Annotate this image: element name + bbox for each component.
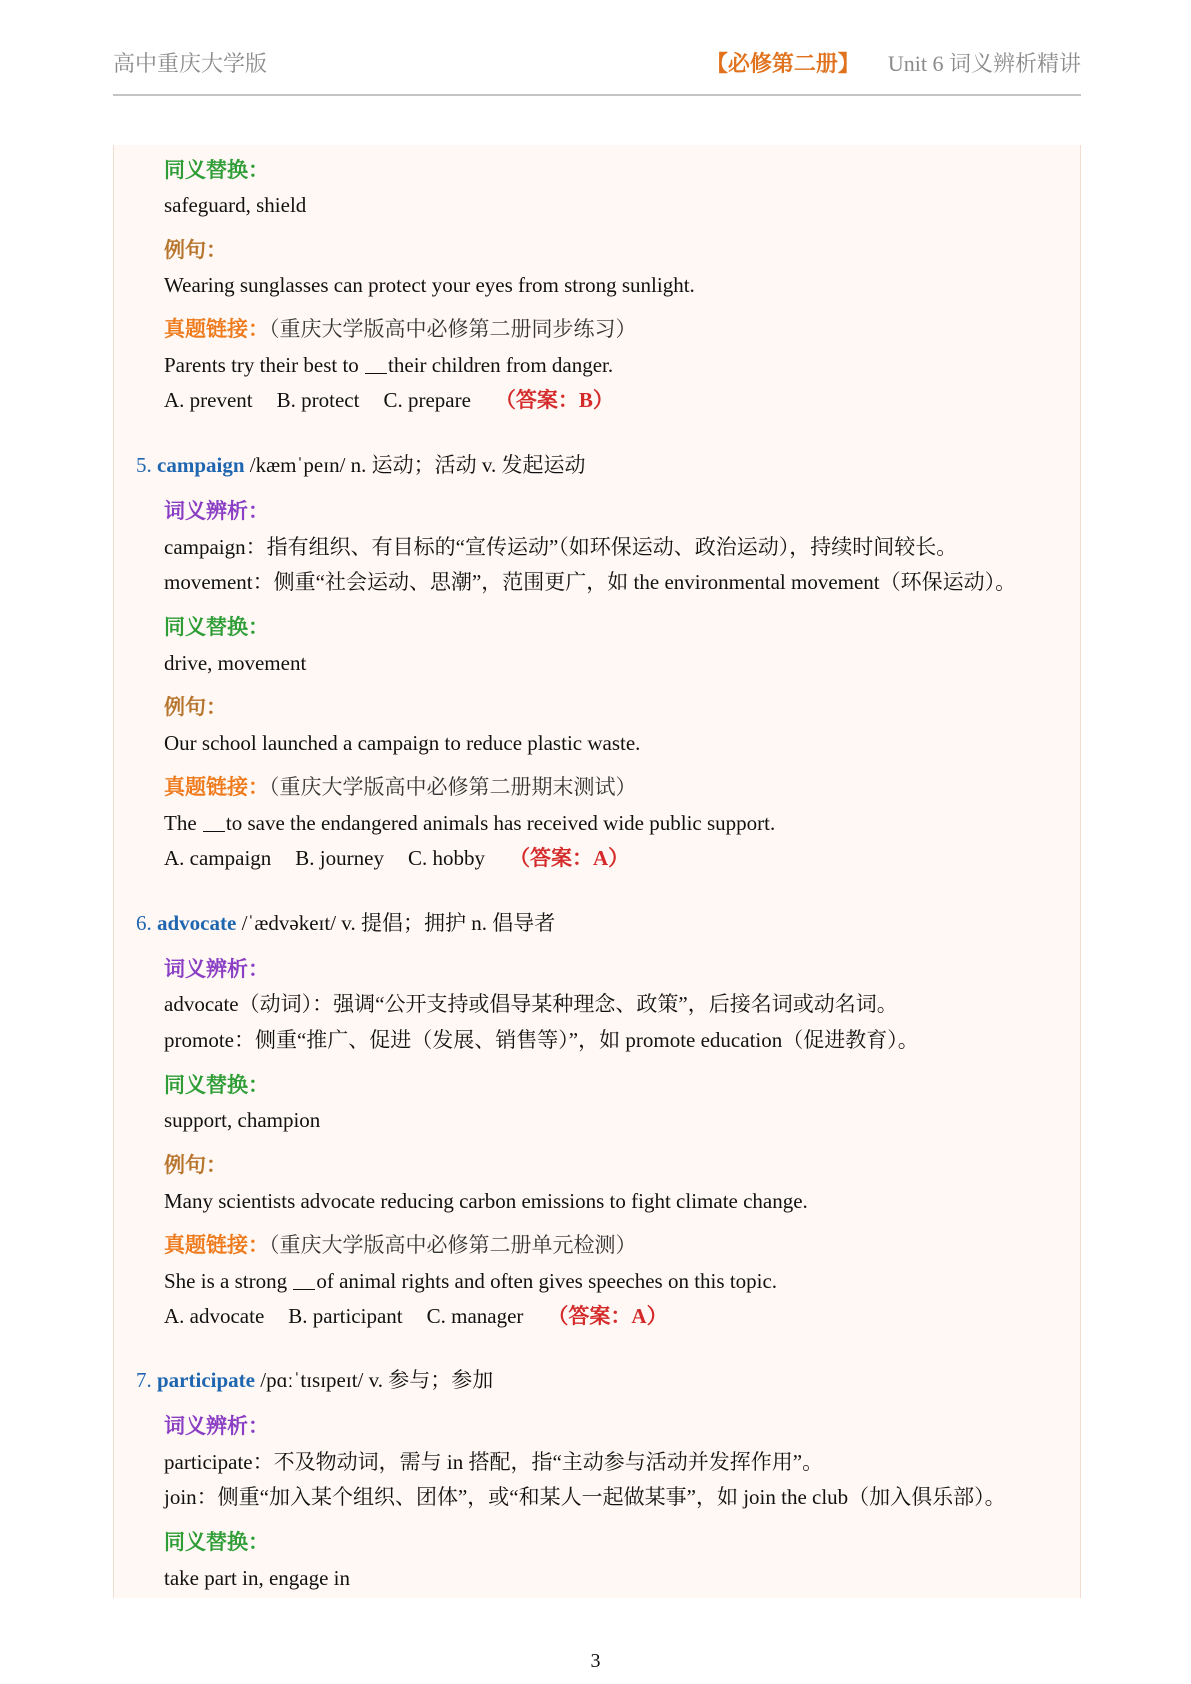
distinction-text-2: movement：侧重“社会运动、思潮”，范围更广，如 the environmental movement（环保运动）。	[164, 570, 1017, 594]
header-series-title: 高中重庆大学版	[113, 51, 268, 76]
distinction-text-2: promote：侧重“推广、促进（发展、销售等）”，如 promote education（促进教育）。	[164, 1028, 919, 1052]
distinction-label: 词义辨析：	[164, 1414, 269, 1438]
distinction-label: 词义辨析：	[164, 499, 269, 523]
question-text-after: their children from danger.	[388, 353, 614, 377]
exam-link-label: 真题链接：	[164, 317, 269, 341]
distinction-text-1: campaign：指有组织、有目标的“宣传运动”（如环保运动、政治运动），持续时间较长。	[164, 535, 958, 559]
synonyms-label: 同义替换：	[164, 615, 269, 639]
example-label: 例句：	[164, 238, 227, 262]
answer-key: （答案：B）	[494, 388, 614, 412]
entry-number: 7.	[136, 1368, 152, 1392]
option-a: A. campaign	[164, 846, 272, 870]
exam-source: （重庆大学版高中必修第二册期末测试）	[269, 775, 637, 799]
option-b: B. participant	[288, 1304, 403, 1328]
answer-blank	[203, 830, 225, 832]
entry-definition: /pɑːˈtɪsɪpeɪt/ v. 参与；参加	[254, 1368, 494, 1392]
option-b: B. journey	[295, 846, 384, 870]
entry-definition: /kæmˈpeɪn/ n. 运动；活动 v. 发起运动	[244, 453, 586, 477]
option-c: C. hobby	[407, 846, 485, 870]
entry-word: campaign	[157, 453, 245, 477]
exam-options	[164, 1303, 668, 1329]
option-a: A. advocate	[164, 1304, 265, 1328]
exam-options	[164, 387, 614, 413]
entry-definition: /ˈædvəkeɪt/ v. 提倡；拥护 n. 倡导者	[236, 911, 556, 935]
question-text-before: She is a strong	[164, 1269, 293, 1293]
exam-source: （重庆大学版高中必修第二册单元检测）	[269, 1233, 637, 1257]
header-unit-title: Unit 6 词义辨析精讲	[887, 51, 1081, 76]
distinction-text-2: join：侧重“加入某个组织、团体”，或“和某人一起做某事”，如 join the club（加入俱乐部）。	[164, 1485, 1006, 1509]
question-text-after: to save the endangered animals has received wide public support.	[225, 811, 776, 835]
entry-heading-advocate	[136, 910, 555, 936]
synonyms-text: safeguard, shield	[164, 193, 307, 217]
answer-key: （答案：A）	[508, 846, 630, 870]
entry-number: 5.	[136, 453, 152, 477]
exam-link-label: 真题链接：	[164, 1233, 269, 1257]
example-label: 例句：	[164, 1153, 227, 1177]
entry-word: participate	[157, 1368, 255, 1392]
example-label: 例句：	[164, 695, 227, 719]
example-sentence: Wearing sunglasses can protect your eyes from strong sunlight.	[164, 273, 695, 297]
page-number: 3	[590, 1650, 601, 1672]
question-text-before: The	[164, 811, 202, 835]
answer-blank	[365, 372, 387, 374]
exam-question	[164, 352, 613, 378]
entry-heading-campaign	[136, 452, 586, 478]
synonyms-text: take part in, engage in	[164, 1566, 351, 1590]
header-book-title: 【必修第二册】	[705, 51, 860, 76]
page-header	[113, 44, 1081, 96]
example-sentence: Our school launched a campaign to reduce plastic waste.	[164, 731, 641, 755]
option-a: A. prevent	[164, 388, 253, 412]
question-text-before: Parents try their best to	[164, 353, 365, 377]
exam-options	[164, 845, 629, 871]
option-b: B. protect	[276, 388, 360, 412]
answer-blank	[293, 1288, 315, 1290]
answer-key: （答案：A）	[547, 1304, 668, 1328]
synonyms-label: 同义替换：	[164, 1073, 269, 1097]
exam-source: （重庆大学版高中必修第二册同步练习）	[269, 317, 637, 341]
distinction-text-1: participate：不及物动词，需与 in 搭配，指“主动参与活动并发挥作用”。	[164, 1450, 824, 1474]
synonyms-label: 同义替换：	[164, 1530, 269, 1554]
header-book-unit	[706, 47, 1081, 78]
distinction-text-1: advocate（动词）：强调“公开支持或倡导某种理念、政策”，后接名词或动名词。	[164, 992, 898, 1016]
option-c: C. prepare	[383, 388, 471, 412]
exam-question	[164, 810, 775, 836]
entry-heading-participate	[136, 1367, 493, 1393]
distinction-label: 词义辨析：	[164, 957, 269, 981]
exam-question	[164, 1268, 777, 1294]
example-sentence: Many scientists advocate reducing carbon emissions to fight climate change.	[164, 1189, 808, 1213]
exam-link-label: 真题链接：	[164, 775, 269, 799]
exam-link-line	[164, 1232, 637, 1258]
question-text-after: of animal rights and often gives speeches on this topic.	[316, 1269, 778, 1293]
entry-number: 6.	[136, 911, 152, 935]
option-c: C. manager	[426, 1304, 524, 1328]
entry-word: advocate	[157, 911, 237, 935]
synonyms-text: drive, movement	[164, 651, 307, 675]
synonyms-label: 同义替换：	[164, 158, 269, 182]
exam-link-line	[164, 316, 637, 342]
synonyms-text: support, champion	[164, 1108, 321, 1132]
exam-link-line	[164, 774, 637, 800]
